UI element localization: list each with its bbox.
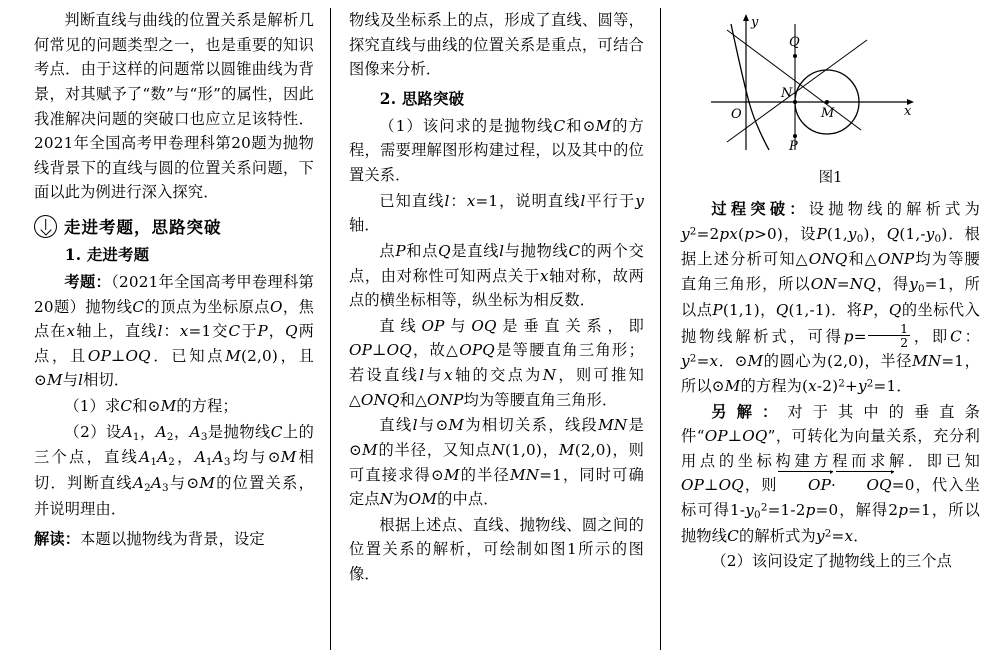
section-heading-1 <box>34 214 314 238</box>
paragraph-question-2: （2）设$A_1$，$A_2$，$A_3$是抛物线C上的三个点，直线$A_1A_2$，$A_1A_3$均与⊙M相切．判断直线$A_2A_3$与⊙M的位置关系，并说明理由． <box>34 422 315 518</box>
paragraph-question-1: （1）求C和⊙M的方程； <box>64 397 238 416</box>
svg-text:P: P <box>788 139 798 154</box>
paragraph-alternative-solution: 另解：对于其中的垂直条件“OP⊥OQ”，可转化为向量关系，充分利用点的坐标构建方程而求解．即已知OP⊥OQ，则 OP· OQ=0，代入坐标可得$1-y_0^2=1-2p=0$，解得2p=1，所以抛物线C的解析式为$y^2=x$． <box>681 402 981 545</box>
paragraph-approach-2: 已知直线l：x=1，说明直线l平行于y轴． <box>349 191 644 235</box>
paragraph-intro: 判断直线与曲线的位置关系是解析几何常见的问题类型之一，也是重要的知识考点．由于这样的问题常以圆锥曲线为背景，对其赋予了“数”与“形”的属性，因此我准解决问题的突破口也应立足该特性．2021年全国高考甲卷理科第20题为抛物线背景下的直线与圆的位置关系问题，下面以此为例进行深入探究． <box>34 11 314 202</box>
paragraph-approach-4: 直线OP与OQ是垂直关系，即OP⊥OQ，故△OPQ是等腰直角三角形；若设直线l与x轴的交点为N，则可推知△ONQ和△ONP均为等腰直角三角形． <box>349 316 645 409</box>
svg-text:M: M <box>820 106 834 121</box>
svg-text:y: y <box>750 15 758 30</box>
svg-text:Q: Q <box>788 35 800 50</box>
paragraph-continued: 物线及坐标系上的点，形成了直线、圆等，探究直线与曲线的位置关系是重点，可结合图像来分析． <box>349 11 644 79</box>
paragraph-exam-problem: 考题：（2021年全国高考甲卷理科第20题）抛物线C的顶点为坐标原点O，焦点在x轴上，直线l：x=1交C于P，Q两点，且OP⊥OQ．已知点M(2,0)，且⊙M与l相切． <box>34 272 314 390</box>
paragraph-process-breakthrough: 过程突破：设抛物线的解析式为$y^2=2px(p>0)$，设$P(1,y_0)$，$Q(1,-y_0)$．根据上述分析可知△ONQ和△ONP均为等腰直角三角形，所以ON=NQ，得$y_0=1$，所以点P(1,1)，Q(1,-1)．将P，Q的坐标代入抛物线解析式，可得p= $\frac{1}{2}$ ，即C：$y^2=x$．⊙M的圆心为(2,0)，半径MN=1，所以⊙M的方程为$(x-2)^2+y^2=1$． <box>681 200 981 395</box>
svg-text:x: x <box>903 104 911 119</box>
paragraph-approach-3: 点P和点Q是直线l与抛物线C的两个交点，由对称性可知两点关于x轴对称，故两点的横坐标相等，纵坐标为相反数． <box>349 241 645 310</box>
parabola-circle-diagram <box>691 10 971 158</box>
figure-1 <box>681 10 980 162</box>
paragraph-interpretation: 解读：本题以抛物线为背景，设定 <box>34 530 265 549</box>
download-circle-icon <box>34 215 57 238</box>
column-left <box>10 8 330 650</box>
paragraph-question2-start: （2）该问设定了抛物线上的三个点 <box>711 552 953 571</box>
svg-text:N: N <box>780 86 792 101</box>
column-right <box>660 8 990 650</box>
paragraph-approach-6: 根据上述点、直线、抛物线、圆之间的位置关系的解析，可绘制如图1所示的图像． <box>349 515 644 584</box>
column-middle <box>330 8 660 650</box>
paragraph-approach-1: （1）该问求的是抛物线C和⊙M的方程，需要理解图形构建过程，以及其中的位置关系． <box>349 116 644 185</box>
figure-caption: 图1 <box>818 170 843 186</box>
subheading-2-1: 2. 思路突破 <box>379 89 465 108</box>
svg-text:O: O <box>730 107 742 122</box>
subheading-1-1: 1. 走进考题 <box>64 246 150 264</box>
paragraph-approach-5: 直线l与⊙M为相切关系，线段MN是⊙M的半径，又知点N(1,0)，M(2,0)，则可直接求得⊙M的半径MN=1，同时可确定点N为OM的中点． <box>349 416 644 509</box>
section-heading-label: 走进考题，思路突破 <box>64 218 222 237</box>
